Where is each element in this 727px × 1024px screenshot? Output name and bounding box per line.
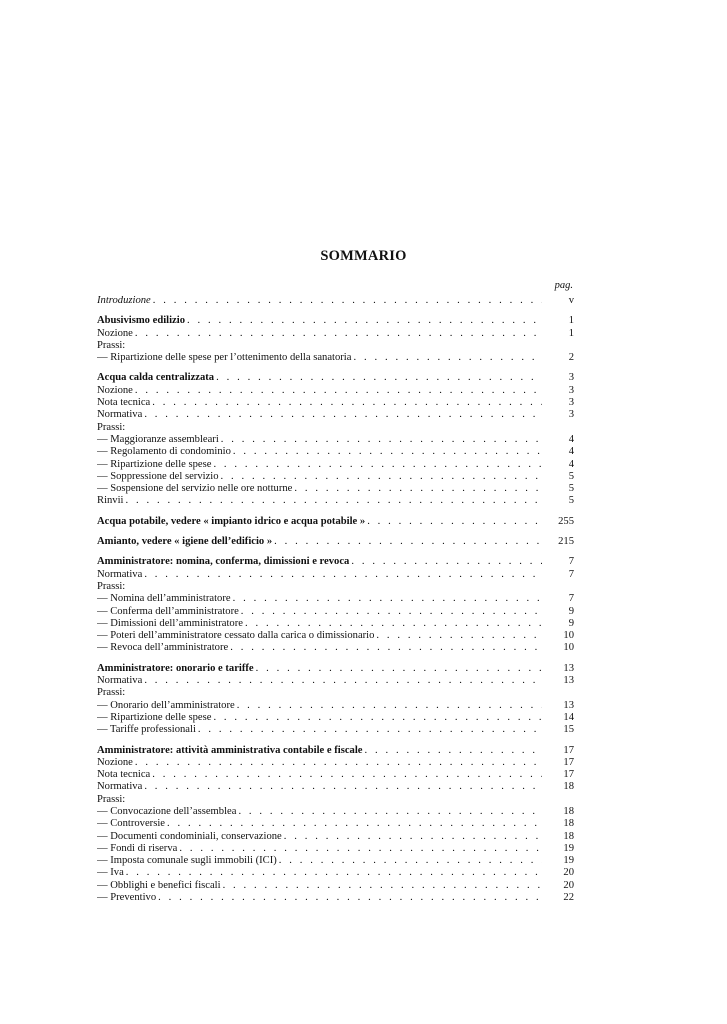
toc-heading <box>97 745 574 757</box>
toc-entry-label: Prassi: <box>97 687 126 699</box>
toc-entry-label: — Nomina dell’amministratore <box>97 593 231 605</box>
toc-page-number: 13 <box>563 699 574 711</box>
toc-section <box>97 315 574 364</box>
toc-page-number: 3 <box>568 384 574 396</box>
toc-entry <box>97 459 574 471</box>
toc-entry-label: — Ripartizione delle spese <box>97 458 212 470</box>
toc-entry-label: — Imposta comunale sugli immobili (ICI) <box>97 855 277 867</box>
toc-entry <box>97 630 574 642</box>
toc-entry-label: Amianto, vedere « igiene dell’edificio » <box>97 536 273 548</box>
toc-entry <box>97 434 574 446</box>
toc-entry-label: — Sospensione del servizio nelle ore notturne <box>97 483 293 495</box>
dot-leader <box>135 385 542 397</box>
toc-page-number: 255 <box>558 515 574 527</box>
toc-entry-label: — Onorario dell’amministratore <box>97 699 235 711</box>
toc-entry <box>97 581 574 593</box>
toc-page-number: 19 <box>563 855 574 867</box>
toc-entry-label: — Fondi di riserva <box>97 842 178 854</box>
toc-page-number: 19 <box>563 842 574 854</box>
toc-entry <box>97 397 574 409</box>
toc-entry-label: — Regolamento di condominio <box>97 446 231 458</box>
dot-leader <box>198 724 542 736</box>
toc-entry-label: — Tariffe professionali <box>97 724 196 736</box>
toc-entry <box>97 769 574 781</box>
toc-entry-label: — Documenti condominiali, conservazione <box>97 830 282 842</box>
toc-entry <box>97 352 574 364</box>
toc-section <box>97 536 574 548</box>
page-title: SOMMARIO <box>320 248 407 264</box>
toc-page-number: 7 <box>568 593 574 605</box>
toc-entry-label: Prassi: <box>97 339 126 351</box>
dot-leader <box>152 397 542 409</box>
toc-entry <box>97 446 574 458</box>
toc-entry <box>97 843 574 855</box>
dot-leader <box>216 372 542 384</box>
toc-page-number: 13 <box>563 675 574 687</box>
dot-leader <box>238 806 542 818</box>
dot-leader <box>144 409 542 421</box>
toc-heading <box>97 556 574 568</box>
toc-entry-label: Acqua calda centralizzata <box>97 372 215 384</box>
page-column-label: pag. <box>554 280 573 291</box>
dot-leader <box>367 516 542 528</box>
toc-entry <box>97 340 574 352</box>
toc-entry <box>97 675 574 687</box>
toc-entry-label: — Maggioranze assembleari <box>97 433 219 445</box>
toc-page-number: 4 <box>568 433 574 445</box>
toc-page-number: 1 <box>568 315 574 327</box>
toc-entry-label: — Obblighi e benefici fiscali <box>97 879 221 891</box>
dot-leader <box>126 495 543 507</box>
toc-page-number: 3 <box>568 372 574 384</box>
toc-page-number: 3 <box>568 409 574 421</box>
dot-leader <box>126 867 542 879</box>
toc-entry-label: — Preventivo <box>97 892 157 904</box>
toc-entry <box>97 781 574 793</box>
toc-page-number: 20 <box>563 879 574 891</box>
toc-page-number: 15 <box>563 724 574 736</box>
toc-page-number: 17 <box>563 769 574 781</box>
toc-page-number: 215 <box>558 536 574 548</box>
toc-entry <box>97 892 574 904</box>
toc-entry-label: Nozione <box>97 756 133 768</box>
toc-page-number: 20 <box>563 867 574 879</box>
toc-heading <box>97 516 574 528</box>
toc-entry <box>97 385 574 397</box>
toc-entry-label: Prassi: <box>97 793 126 805</box>
toc-page-number: 10 <box>563 642 574 654</box>
dot-leader <box>279 855 542 867</box>
toc-entry-label: Acqua potabile, vedere « impianto idrico e acqua potabile » <box>97 515 366 527</box>
dot-leader <box>233 593 542 605</box>
toc-entry-label: Nota tecnica <box>97 397 151 409</box>
toc-section <box>97 372 574 507</box>
toc-entry <box>97 880 574 892</box>
dot-leader <box>284 831 542 843</box>
toc-entry <box>97 593 574 605</box>
dot-leader <box>353 352 542 364</box>
dot-leader <box>223 880 542 892</box>
toc-entry <box>97 328 574 340</box>
dot-leader <box>158 892 542 904</box>
toc-page-number: 1 <box>568 327 574 339</box>
toc-page-number: 5 <box>568 470 574 482</box>
dot-leader <box>153 295 542 307</box>
toc-entry-label: — Conferma dell’amministratore <box>97 605 239 617</box>
toc-entry-label: — Ripartizione delle spese <box>97 711 212 723</box>
toc-entry-label: — Controversie <box>97 818 165 830</box>
toc-page-number: 4 <box>568 446 574 458</box>
toc-section <box>97 295 574 307</box>
toc-entry <box>97 818 574 830</box>
toc-entry <box>97 606 574 618</box>
toc-entry-label: — Iva <box>97 867 124 879</box>
toc-section <box>97 556 574 654</box>
toc-entry <box>97 618 574 630</box>
dot-leader <box>221 471 542 483</box>
toc-page-number: 2 <box>568 352 574 364</box>
toc-section <box>97 745 574 905</box>
dot-leader <box>144 675 542 687</box>
toc-entry-label: Amministratore: nomina, conferma, dimissioni e revoca <box>97 556 350 568</box>
toc-page-number: v <box>568 295 574 306</box>
dot-leader <box>152 769 542 781</box>
dot-leader <box>221 434 542 446</box>
toc-entry <box>97 569 574 581</box>
toc-entry-label: Rinvii <box>97 495 124 507</box>
toc-entry <box>97 867 574 879</box>
toc-section <box>97 516 574 528</box>
toc-entry-label: Normativa <box>97 409 143 421</box>
toc-page-number: 7 <box>568 556 574 568</box>
toc-page-number: 17 <box>563 756 574 768</box>
toc-section <box>97 663 574 737</box>
toc-entry-label: — Ripartizione delle spese per l’ottenimento della sanatoria <box>97 352 352 364</box>
toc-entry-label: Normativa <box>97 568 143 580</box>
dot-leader <box>144 569 542 581</box>
toc-page-number: 14 <box>563 711 574 723</box>
toc-entry <box>97 712 574 724</box>
toc-entry <box>97 422 574 434</box>
dot-leader <box>135 328 542 340</box>
toc-entry-label: Abusivismo edilizio <box>97 315 185 327</box>
toc-page-number: 4 <box>568 458 574 470</box>
toc-entry-label: Prassi: <box>97 421 126 433</box>
toc-entry <box>97 724 574 736</box>
toc-entry-label: Introduzione <box>97 295 151 306</box>
toc-entry <box>97 831 574 843</box>
toc-entry <box>97 471 574 483</box>
toc-page-number: 22 <box>563 892 574 904</box>
dot-leader <box>237 700 542 712</box>
toc-page-number: 18 <box>563 818 574 830</box>
toc-entry-label: — Soppressione del servizio <box>97 470 219 482</box>
toc-entry-label: — Poteri dell’amministratore cessato dalla carica o dimissionario <box>97 630 375 642</box>
toc-page-number: 9 <box>568 617 574 629</box>
toc-entry <box>97 700 574 712</box>
dot-leader <box>187 315 542 327</box>
dot-leader <box>213 459 542 471</box>
toc-page-number: 18 <box>563 781 574 793</box>
toc-page-number: 5 <box>568 495 574 507</box>
toc-entry <box>97 687 574 699</box>
toc-entry-label: Normativa <box>97 675 143 687</box>
dot-leader <box>230 642 542 654</box>
toc-entry <box>97 757 574 769</box>
toc-entry-label: — Dimissioni dell’amministratore <box>97 617 243 629</box>
toc-page-number: 13 <box>563 662 574 674</box>
toc-entry <box>97 295 574 307</box>
dot-leader <box>233 446 542 458</box>
dot-leader <box>135 757 542 769</box>
dot-leader <box>294 483 542 495</box>
toc-entry-label: Normativa <box>97 781 143 793</box>
toc-page-number: 10 <box>563 630 574 642</box>
dot-leader <box>256 663 542 675</box>
table-of-contents <box>97 295 574 912</box>
toc-entry <box>97 855 574 867</box>
toc-entry-label: Nota tecnica <box>97 769 151 781</box>
toc-entry-label: Nozione <box>97 384 133 396</box>
dot-leader <box>167 818 542 830</box>
toc-heading <box>97 372 574 384</box>
toc-entry-label: Nozione <box>97 327 133 339</box>
toc-entry <box>97 495 574 507</box>
dot-leader <box>351 556 542 568</box>
toc-entry-label: Amministratore: onorario e tariffe <box>97 662 254 674</box>
toc-page-number: 9 <box>568 605 574 617</box>
toc-entry <box>97 642 574 654</box>
toc-heading <box>97 315 574 327</box>
toc-heading <box>97 536 574 548</box>
dot-leader <box>364 745 542 757</box>
toc-page-number: 17 <box>563 744 574 756</box>
toc-entry <box>97 483 574 495</box>
toc-page-number: 18 <box>563 805 574 817</box>
toc-entry-label: — Revoca dell’amministratore <box>97 642 229 654</box>
dot-leader <box>213 712 542 724</box>
toc-entry <box>97 409 574 421</box>
toc-page-number: 7 <box>568 568 574 580</box>
dot-leader <box>245 618 542 630</box>
toc-page-number: 5 <box>568 483 574 495</box>
dot-leader <box>376 630 542 642</box>
dot-leader <box>274 536 542 548</box>
toc-page-number: 3 <box>568 397 574 409</box>
toc-page-number: 18 <box>563 830 574 842</box>
dot-leader <box>144 781 542 793</box>
toc-heading <box>97 663 574 675</box>
dot-leader <box>179 843 542 855</box>
dot-leader <box>241 606 542 618</box>
toc-entry-label: Amministratore: attività amministrativa contabile e fiscale <box>97 744 363 756</box>
toc-entry-label: — Convocazione dell’assemblea <box>97 805 237 817</box>
toc-entry <box>97 806 574 818</box>
toc-entry <box>97 794 574 806</box>
toc-entry-label: Prassi: <box>97 580 126 592</box>
